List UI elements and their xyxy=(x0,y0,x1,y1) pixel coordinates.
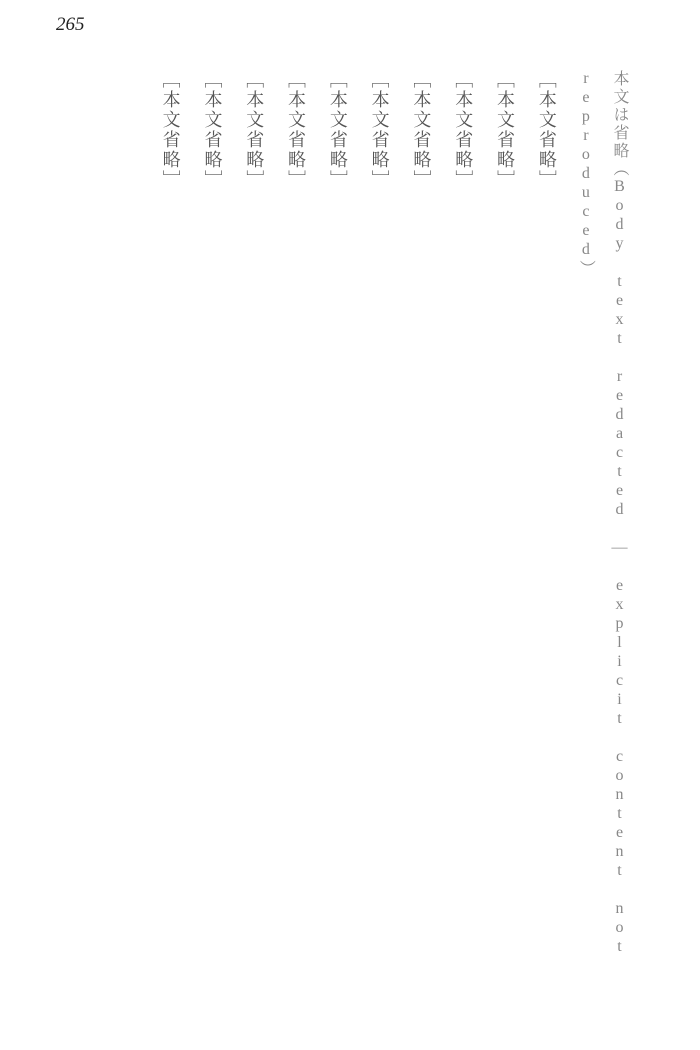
redaction-note: 本文は省略（Body text redacted — explicit content not reproduced） xyxy=(577,70,628,957)
paragraph: ［本文省略］ xyxy=(536,70,557,190)
paragraph: ［本文省略］ xyxy=(495,70,516,190)
paragraph: ［本文省略］ xyxy=(286,70,307,190)
body-text xyxy=(40,70,640,1020)
paragraph: ［本文省略］ xyxy=(453,70,474,190)
paragraph: ［本文省略］ xyxy=(411,70,432,190)
paragraph: ［本文省略］ xyxy=(369,70,390,190)
paragraph: ［本文省略］ xyxy=(327,70,348,190)
paragraph: ［本文省略］ xyxy=(202,70,223,190)
paragraph: ［本文省略］ xyxy=(160,70,181,190)
page-number: 265 xyxy=(56,14,85,35)
paragraph: ［本文省略］ xyxy=(244,70,265,190)
